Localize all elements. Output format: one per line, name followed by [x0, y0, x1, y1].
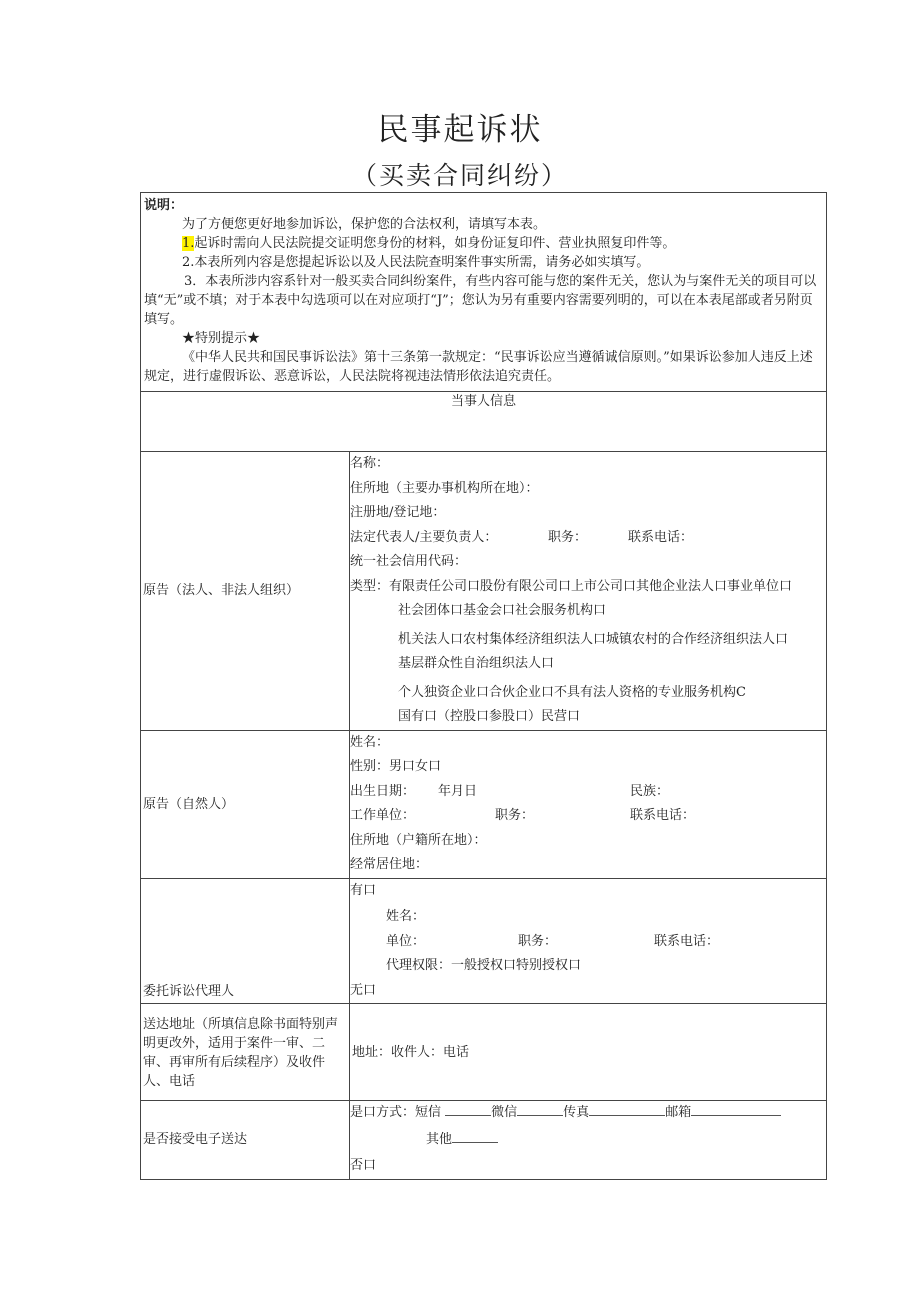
org-address-field[interactable]: 住所地（主要办事机构所在地）：	[350, 480, 539, 496]
agent-phone-field[interactable]: 联系电话：	[654, 933, 720, 949]
instructions-intro: 为了方便您更好地参加诉讼，保护您的合法权利，请填写本表。	[182, 217, 547, 232]
mail-blank[interactable]	[691, 1101, 781, 1116]
special-tip-text: 《中华人民共和国民事诉讼法》第十三条第一款规定：“民事诉讼应当遵循诚信原则。”如果诉讼参加人违反上述规定，进行虚假诉讼、恶意诉讼，人民法院将视违法情形依法追究责任。	[144, 350, 813, 384]
plaintiff-org-label: 原告（法人、非法人组织）	[141, 452, 350, 731]
instructions-cell	[141, 193, 827, 392]
e-service-fields	[350, 1101, 827, 1180]
agent-fields	[350, 878, 827, 1004]
org-rep-position-field[interactable]: 职务：	[548, 529, 588, 545]
org-name-field[interactable]: 名称：	[350, 456, 390, 471]
person-ethnicity-field[interactable]: 民族：	[630, 783, 670, 799]
service-address-field[interactable]: 地址：收件人：电话	[350, 1004, 827, 1101]
complaint-form-table	[140, 192, 827, 1180]
org-type-options-6[interactable]: 国有口（控股口参股口）民营口	[398, 709, 581, 724]
plaintiff-person-label: 原告（自然人）	[141, 730, 350, 878]
person-residence-field[interactable]: 经常居住地：	[350, 857, 429, 872]
org-type-options-4[interactable]: 基层群众性自治组织法人口	[398, 656, 555, 671]
special-tip-title: ★特别提示★	[182, 331, 261, 346]
org-rep-field[interactable]: 法定代表人/主要负责人：	[350, 529, 498, 545]
org-rep-phone-field[interactable]: 联系电话：	[628, 529, 694, 545]
person-position-field[interactable]: 职务：	[495, 808, 535, 823]
org-registration-field[interactable]: 注册地/登记地：	[350, 505, 446, 520]
person-gender-field[interactable]: 性别：男口女口	[350, 759, 442, 774]
document-title: 民事起诉状	[377, 112, 543, 148]
person-birth-ymd: 年月日	[438, 783, 478, 799]
person-work-unit-field[interactable]: 工作单位：	[350, 808, 416, 823]
person-birth-field[interactable]: 出生日期：	[350, 783, 416, 799]
org-type-options-3[interactable]: 机关法人口农村集体经济组织法人口城镇农村的合作经济组织法人口	[398, 631, 789, 647]
agent-name-field[interactable]: 姓名：	[386, 909, 426, 924]
wechat-blank[interactable]	[517, 1101, 563, 1116]
org-type-label: 类型：	[350, 578, 390, 594]
person-phone-field[interactable]: 联系电话：	[630, 808, 696, 823]
sms-blank[interactable]	[445, 1101, 491, 1116]
e-service-label: 是否接受电子送达	[141, 1101, 350, 1180]
wechat-label: 微信	[491, 1105, 518, 1120]
org-type-options-1[interactable]: 有限责任公司口股份有限公司口上市公司口其他企业法人口事业单位口	[389, 578, 793, 594]
agent-label: 委托诉讼代理人	[141, 878, 350, 1004]
fax-blank[interactable]	[589, 1101, 665, 1116]
item1-text: 起诉时需向人民法院提交证明您身份的材料，如身份证复印件、营业执照复印件等。	[194, 236, 676, 251]
item1-number: 1.	[182, 236, 195, 251]
agent-yes-option[interactable]: 有口	[350, 882, 377, 898]
other-blank[interactable]	[452, 1128, 498, 1143]
mail-label: 邮箱	[665, 1105, 692, 1120]
e-service-yes-option[interactable]: 是口方式：短信	[350, 1105, 442, 1120]
agent-unit-field[interactable]: 单位：	[386, 933, 426, 949]
org-type-options-5[interactable]: 个人独资企业口合伙企业口不具有法人资格的专业服务机构C	[398, 684, 746, 700]
party-info-heading: 当事人信息	[141, 392, 827, 452]
plaintiff-person-fields	[350, 730, 827, 878]
org-credit-code-field[interactable]: 统一社会信用代码：	[350, 554, 468, 569]
agent-position-field[interactable]: 职务：	[518, 933, 558, 949]
item2-text: 2.本表所列内容是您提起诉讼以及人民法院查明案件事实所需，请务必如实填写。	[182, 255, 650, 270]
agent-authority-options[interactable]: 代理权限：一般授权口特别授权口	[386, 958, 582, 973]
document-subtitle: （买卖合同纠纷）	[351, 161, 568, 190]
person-domicile-field[interactable]: 住所地（户籍所在地）：	[350, 832, 487, 848]
service-address-label: 送达地址（所填信息除书面特别声明更改外，适用于案件一审、二审、再审所有后续程序）及收件人、电话	[141, 1004, 350, 1101]
item3-text: 3．本表所涉内容系针对一般买卖合同纠纷案件，有些内容可能与您的案件无关，您认为与案件无关的项目可以填“无”或不填；对于本表中勾选项可以在对应项打“J”；您认为另有重要内容需要列明的，可以在本表尾部或者另附页填写。	[144, 274, 817, 327]
agent-no-option[interactable]: 无口	[350, 982, 377, 998]
fax-label: 传真	[563, 1105, 590, 1120]
other-label: 其他	[426, 1131, 453, 1147]
plaintiff-org-fields	[350, 452, 827, 731]
org-type-options-2[interactable]: 社会团体口基金会口社会服务机构口	[398, 603, 607, 618]
e-service-no-option[interactable]: 否口	[350, 1158, 377, 1173]
person-name-field[interactable]: 姓名：	[350, 734, 390, 750]
instructions-heading: 说明：	[144, 198, 184, 213]
